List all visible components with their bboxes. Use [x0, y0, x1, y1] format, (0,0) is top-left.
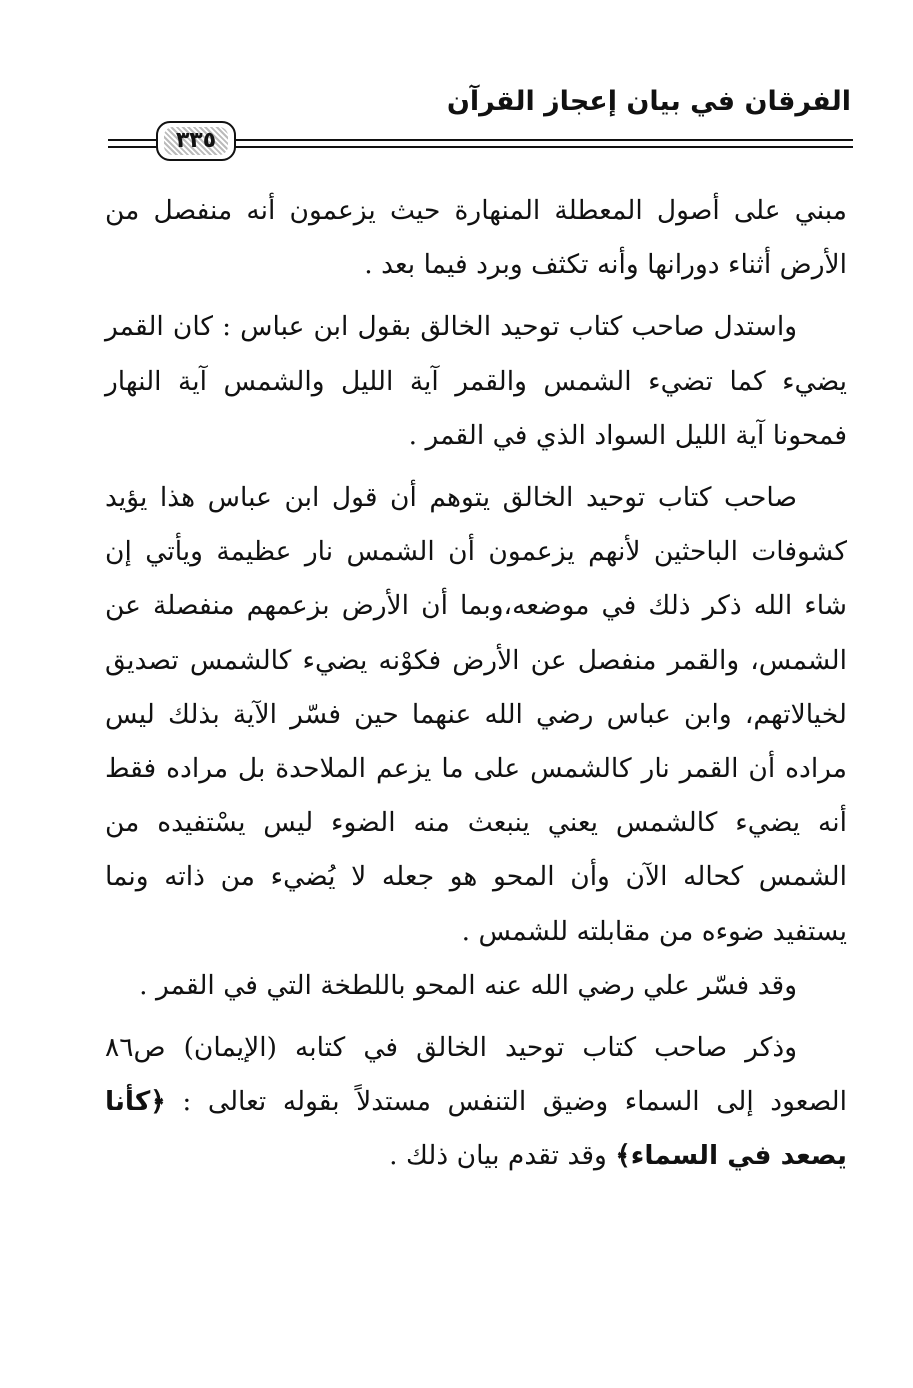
page-number: ٣٣٥: [164, 127, 228, 155]
paragraph-4: وقد فسّر علي رضي الله عنه المحو باللطخة التي في القمر .: [139, 969, 797, 1001]
header-rule: [108, 121, 853, 165]
paragraph-5-text-after: وقد تقدم بيان ذلك .: [389, 1140, 616, 1172]
paragraph-5-text-before: وذكر صاحب كتاب توحيد الخالق في كتابه (الإيمان) ص٨٦ الصعود إلى السماء وضيق التنفس مستدلاً بقوله تعالى :: [105, 1032, 847, 1118]
page-number-badge: [156, 121, 236, 161]
paragraph-2: واستدل صاحب كتاب توحيد الخالق بقول ابن عباس : كان القمر يضيء كما تضيء الشمس والقمر آية الليل والشمس آية النهار فمحونا آية الليل السواد الذي في القمر .: [105, 311, 847, 451]
paragraph-1: مبني على أصول المعطلة المنهارة حيث يزعمون أنه منفصل من الأرض أثناء دورانها وأنه تكثف وبرد فيما بعد .: [105, 195, 847, 281]
quran-quote: ﴿كأنا يصعد في السماء﴾: [105, 1086, 847, 1172]
running-header-title: الفرقان في بيان إعجاز القرآن: [446, 86, 851, 117]
body-text: [105, 184, 847, 1184]
paragraph-3: صاحب كتاب توحيد الخالق يتوهم أن قول ابن عباس هذا يؤيد كشوفات الباحثين لأنهم يزعمون أن الشمس نار عظيمة ويأتي إن شاء الله ذكر ذلك في موضعه،وبما أن الأرض بزعمهم منفصلة عن الشمس، والقمر منفصل عن الأرض فكوْنه يضيء كالشمس تصديق لخيالاتهم، وابن عباس رضي الله عنهما حين فسّر الآية بذلك ليس مراده أن القمر نار كالشمس على ما يزعم الملاحدة بل مراده فقط أنه يضيء كالشمس يعني ينبعث منه الضوء ليس يسْتفيده من الشمس كحاله الآن وأن المحو هو جعله لا يُضيء من ذاته ونما يستفيد ضوءه من مقابلته للشمس .: [105, 482, 847, 947]
paragraph-5: [105, 1021, 847, 1184]
